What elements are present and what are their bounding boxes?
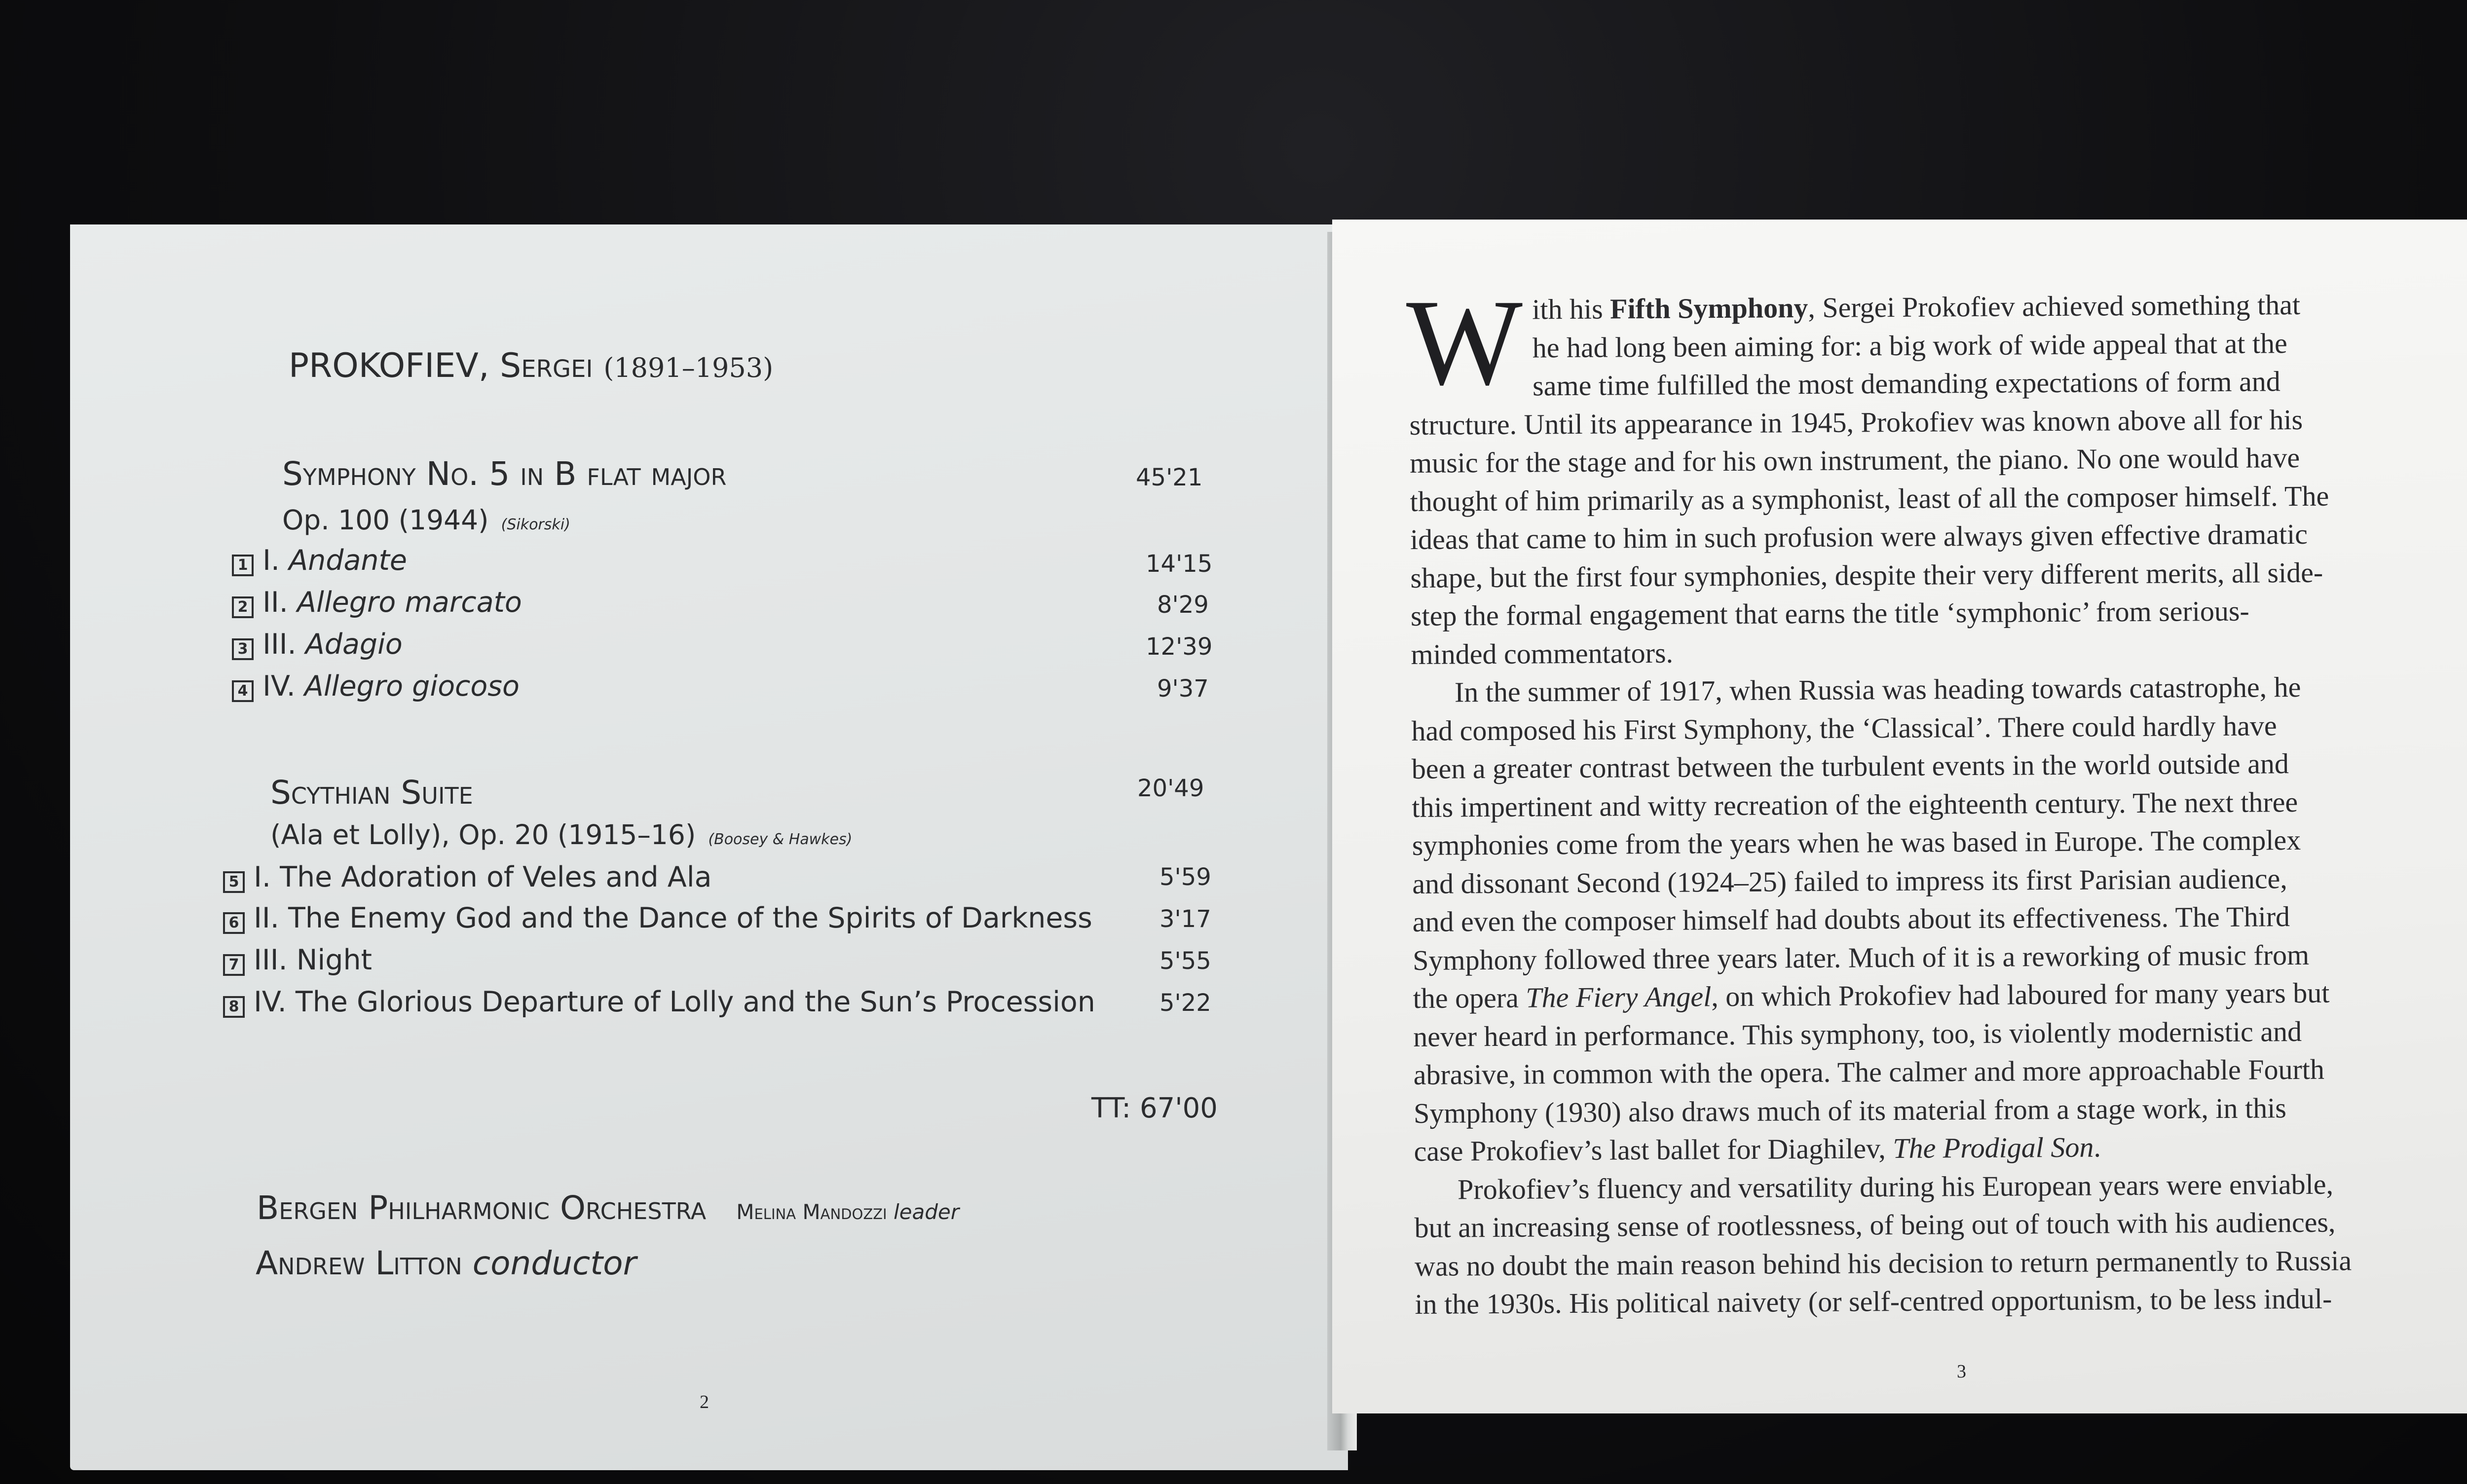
conductor-role: conductor (472, 1244, 636, 1282)
movement-text: IV. The Glorious Departure of Lolly and the Sun’s Procession (254, 986, 1095, 1018)
essay-line: symphonies come from the years when he was based in Europe. The complex (1412, 823, 2301, 861)
movement-duration: 9'37 (1157, 675, 1209, 703)
leader-role: leader (893, 1200, 959, 1224)
essay-line: same time fulfilled the most demanding expectations of form and (1532, 365, 2281, 402)
essay-line: been a greater contrast between the turbulent events in the world outside and (1411, 747, 2289, 785)
essay-line: ideas that came to him in such profusion were always given effective dramatic (1410, 518, 2308, 556)
essay-line: thought of him primarily as a symphonist, least of all the composer himself. The (1410, 480, 2329, 518)
track-number-box: 2 (232, 596, 254, 618)
track-row (232, 670, 520, 703)
work-title: Scythian Suite (270, 774, 473, 812)
work-title: Symphony No. 5 in B flat major (282, 455, 727, 493)
leader-name: Melina Mandozzi (736, 1200, 887, 1224)
essay-line: abrasive, in common with the opera. The calmer and more approachable Fourth (1413, 1053, 2325, 1091)
essay-line: case Prokofiev’s last ballet for Diaghilev, The Prodigal Son. (1414, 1131, 2101, 1167)
essay-line: Symphony (1930) also draws much of its material from a stage work, in this (1413, 1091, 2287, 1129)
movement-text: II. The Enemy God and the Dance of the Spirits of Darkness (254, 902, 1092, 934)
essay-line: the opera The Fiery Angel, on which Prokofiev had laboured for many years but (1413, 976, 2330, 1014)
essay-line: in the 1930s. His political naivety (or self-centred opportunism, to be less indul- (1415, 1282, 2332, 1320)
movement-number: IV. (262, 670, 296, 703)
essay-line: but an increasing sense of rootlessness, of being out of touch with his audiences, (1414, 1206, 2336, 1244)
track-row (223, 861, 712, 893)
track-row (223, 944, 372, 976)
conductor-name: Andrew Litton (256, 1244, 462, 1282)
movement-duration: 8'29 (1157, 591, 1209, 619)
essay-line: step the formal engagement that earns the title ‘symphonic’ from serious- (1410, 594, 2249, 632)
track-number-box: 1 (232, 555, 254, 576)
essay-line: was no doubt the main reason behind his decision to return permanently to Russia (1414, 1244, 2352, 1282)
track-row (232, 544, 407, 577)
italic-title: The Fiery Angel (1526, 980, 1712, 1014)
italic-title: The Prodigal Son (1893, 1131, 2094, 1165)
track-row (232, 628, 403, 661)
track-number-box: 6 (223, 912, 245, 934)
composer-heading (289, 346, 773, 385)
essay-line: ith his Fifth Symphony, Sergei Prokofiev achieved something that (1532, 288, 2301, 326)
movement-number: I. (262, 544, 280, 577)
movement-number: III. (262, 628, 297, 661)
drop-cap: W (1406, 274, 1523, 411)
essay-line: and dissonant Second (1924–25) failed to impress its first Parisian audience, (1412, 862, 2287, 900)
work-duration: 20'49 (1137, 775, 1204, 802)
essay-line: Prokofiev’s fluency and versatility during his European years were enviable, (1457, 1168, 2334, 1205)
essay-line: Symphony followed three years later. Much of it is a reworking of music from (1413, 938, 2310, 976)
conductor-line (256, 1244, 636, 1282)
essay-line: this impertinent and witty recreation of the eighteenth century. The next three (1412, 785, 2298, 823)
movement-text: I. The Adoration of Veles and Ala (254, 861, 712, 893)
movement-name: Andante (289, 544, 407, 577)
movement-duration: 5'59 (1159, 863, 1211, 891)
work-duration: 45'21 (1136, 464, 1203, 491)
essay-line: structure. Until its appearance in 1945, Prokofiev was known above all for his (1409, 403, 2303, 441)
essay-line: he had long been aiming for: a big work of wide appeal that at the (1532, 327, 2287, 364)
work-subtitle: Op. 100 (1944) (282, 504, 489, 536)
composer-name: PROKOFIEV, Sergei (289, 346, 593, 385)
essay-line: minded commentators. (1411, 636, 1674, 670)
movement-name: Adagio (305, 628, 403, 661)
track-number-box: 7 (223, 954, 245, 976)
bold-term: Fifth Symphony (1609, 292, 1808, 325)
page-number-left: 2 (700, 1392, 709, 1412)
composer-dates: (1891–1953) (603, 352, 774, 383)
movement-text: III. Night (254, 944, 372, 976)
track-number-box: 8 (223, 996, 245, 1018)
essay-line: never heard in performance. This symphony, too, is violently modernistic and (1413, 1015, 2302, 1053)
track-number-box: 4 (232, 680, 254, 702)
track-number-box: 3 (232, 638, 254, 660)
movement-duration: 5'22 (1159, 989, 1211, 1017)
leader-credit (736, 1200, 959, 1224)
essay-line: music for the stage and for his own instrument, the piano. No one would have (1409, 441, 2300, 479)
essay-line: had composed his First Symphony, the ‘Classical’. There could hardly have (1411, 709, 2277, 747)
track-number-box: 5 (223, 871, 245, 893)
movement-duration: 3'17 (1159, 905, 1211, 933)
work-subtitle-line (282, 504, 570, 536)
publisher: (Boosey & Hawkes) (708, 831, 853, 848)
orchestra-line (257, 1189, 959, 1227)
work-subtitle-line (270, 819, 852, 851)
publisher: (Sikorski) (501, 516, 570, 533)
track-row (232, 586, 522, 619)
movement-duration: 12'39 (1146, 633, 1213, 661)
movement-name: Allegro giocoso (304, 670, 520, 703)
movement-duration: 5'55 (1159, 947, 1211, 975)
track-row (223, 902, 1092, 934)
movement-duration: 14'15 (1146, 550, 1213, 578)
essay-line: shape, but the first four symphonies, despite their very different merits, all side- (1410, 556, 2323, 594)
track-row (223, 986, 1095, 1018)
movement-number: II. (262, 586, 288, 619)
essay-line: and even the composer himself had doubts about its effectiveness. The Third (1412, 900, 2290, 938)
essay-line: In the summer of 1917, when Russia was heading towards catastrophe, he (1454, 670, 2301, 708)
total-time: TT: 67'00 (1091, 1092, 1218, 1124)
page-number-right: 3 (1957, 1361, 1966, 1382)
essay-text (1409, 285, 2422, 1324)
movement-name: Allegro marcato (297, 586, 522, 619)
orchestra-name: Bergen Philharmonic Orchestra (257, 1189, 707, 1227)
work-subtitle: (Ala et Lolly), Op. 20 (1915–16) (270, 819, 696, 851)
